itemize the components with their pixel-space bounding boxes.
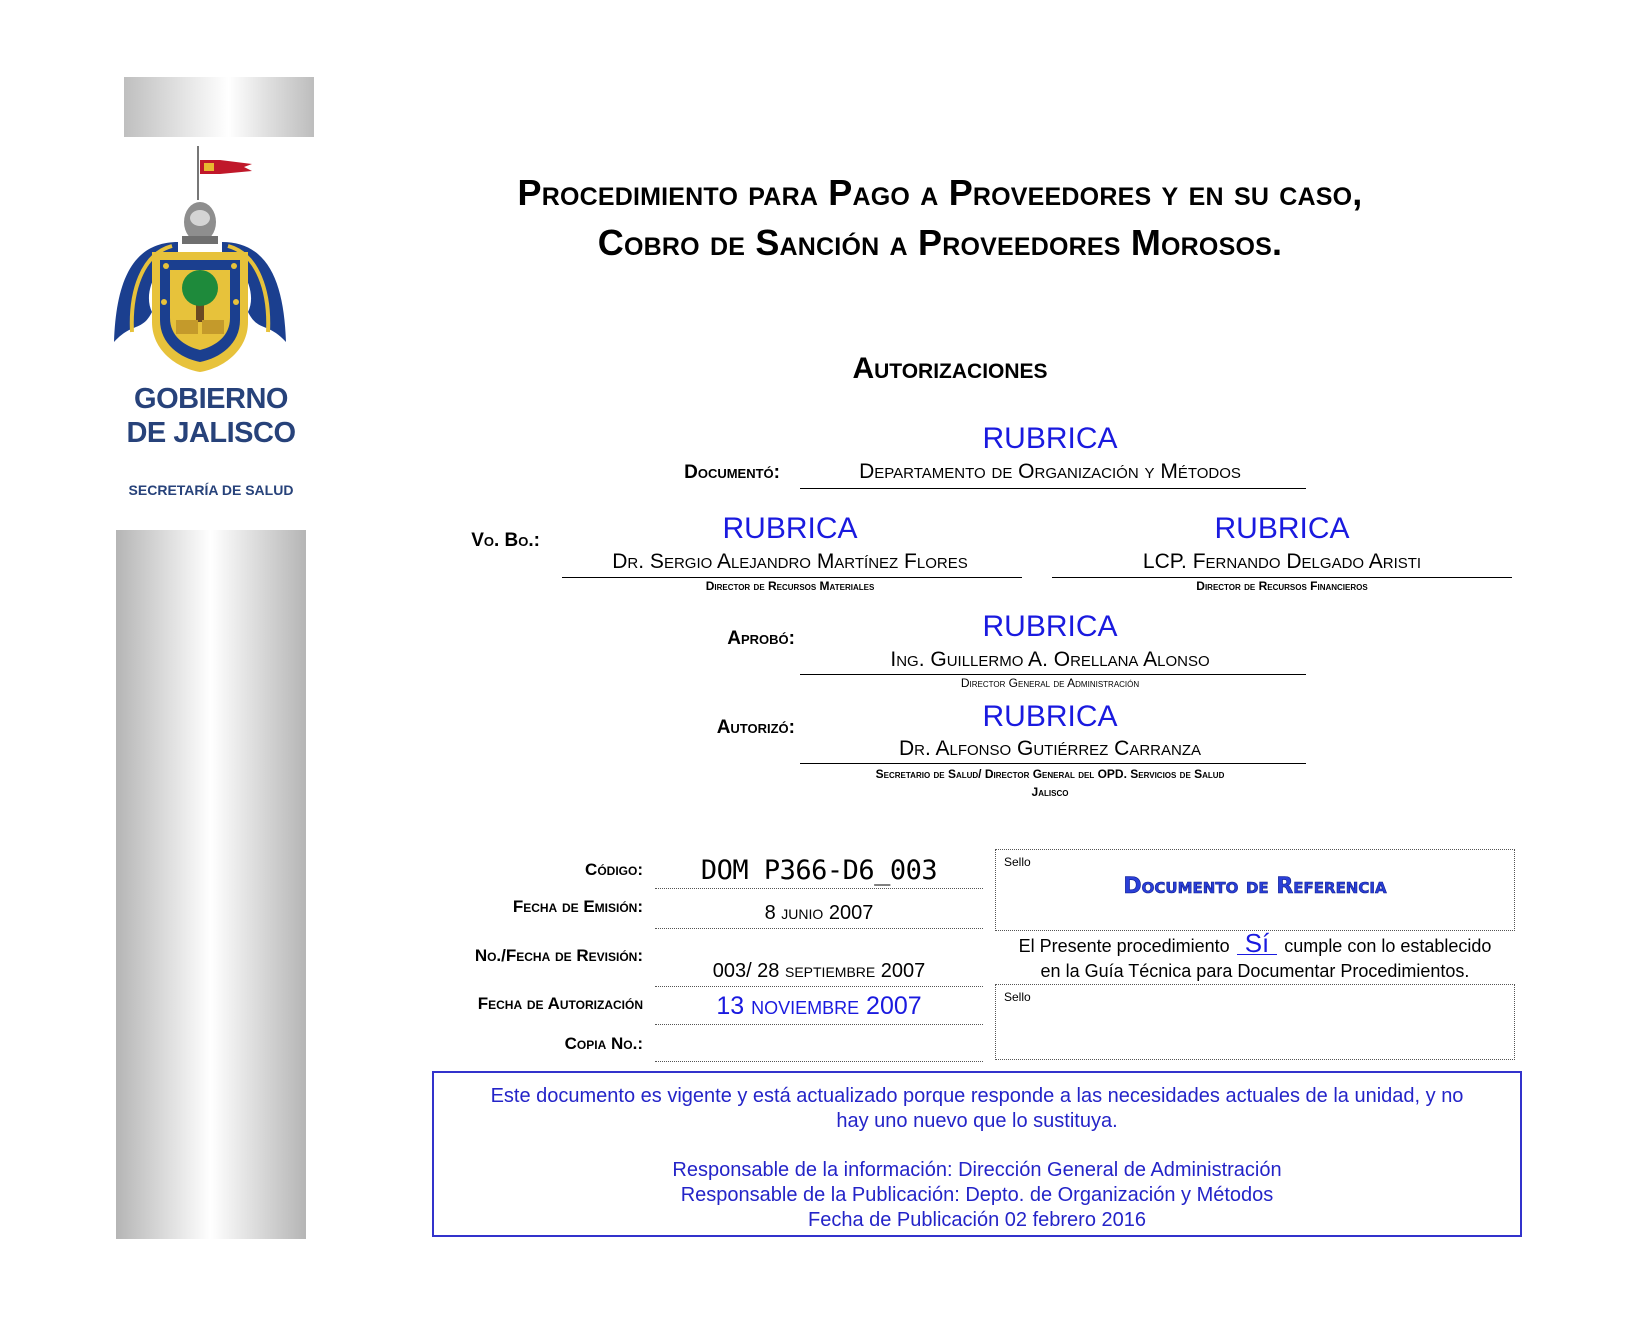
notice-line2: hay uno nuevo que lo sustituya.: [836, 1110, 1118, 1132]
autorizo-signature-line: [800, 763, 1306, 764]
vobo-left-role: Director de Recursos Materiales: [705, 579, 875, 593]
autorizo-name: Dr. Alfonso Gutiérrez Carranza: [898, 737, 1202, 760]
autorizo-role-line2: Jalisco: [1031, 785, 1069, 799]
documento-rubrica: RUBRICA: [982, 422, 1118, 455]
dept-name: SECRETARÍA DE SALUD: [128, 482, 294, 498]
compliance-pre: El Presente procedimiento: [1018, 936, 1230, 956]
autorizo-role-line1: Secretario de Salud/ Director General del OPD. Servicios de Salud: [875, 767, 1225, 781]
stamp-box-1: [995, 849, 1515, 931]
org-name: [116, 382, 306, 450]
autorizo-rubrica: RUBRICA: [982, 700, 1118, 733]
fecha-autorizacion-line: [655, 1024, 983, 1025]
notice-spacer: [434, 1134, 1520, 1158]
fecha-autorizacion-label: Fecha de Autorización: [477, 994, 643, 1013]
title-line1: Procedimiento para Pago a Proveedores y en su caso,: [517, 172, 1363, 213]
documento-signature-line: [800, 488, 1306, 489]
compliance-line1: [995, 928, 1515, 959]
notice-line5: Fecha de Publicación 02 febrero 2016: [807, 1209, 1146, 1231]
vobo-right-role: Director de Recursos Financieros: [1196, 579, 1368, 593]
aprobo-signature-line: [800, 674, 1306, 675]
fecha-emision-label: Fecha de Emisión:: [512, 897, 643, 916]
header-gradient-bar: [124, 77, 314, 137]
codigo-line: [655, 888, 983, 889]
aprobo-role: Director General de Administración: [960, 676, 1140, 690]
revision-line: [655, 986, 983, 987]
vobo-left-name: Dr. Sergio Alejandro Martínez Flores: [612, 550, 968, 573]
compliance-answer: Sí: [1237, 932, 1278, 955]
autorizo-role: [780, 765, 1320, 801]
revision-label: No./Fecha de Revisión:: [474, 946, 643, 965]
vobo-right-name: LCP. Fernando Delgado Aristi: [1142, 550, 1422, 573]
codigo-value: DOM P366-D6_003: [700, 855, 938, 886]
notice-line3: Responsable de la información: Dirección General de Administración: [672, 1159, 1282, 1181]
compliance-line2: en la Guía Técnica para Documentar Procedimientos.: [1040, 961, 1470, 981]
vobo-right-rubrica: RUBRICA: [1214, 512, 1350, 545]
vobo-left-signature-line: [562, 577, 1022, 578]
copia-line: [655, 1061, 983, 1062]
stamp-box-2: [995, 984, 1515, 1060]
section-heading: Autorizaciones: [852, 352, 1048, 385]
notice-line1: Este documento es vigente y está actualizado porque responde a las necesidades actuales de la unidad, y no: [490, 1085, 1464, 1107]
fecha-emision-value: 8 junio 2007: [764, 902, 874, 924]
aprobo-label: Aprobó:: [727, 628, 795, 649]
copia-label: Copia No.:: [564, 1034, 643, 1053]
fecha-emision-line: [655, 928, 983, 929]
vobo-right-signature-line: [1052, 577, 1512, 578]
sello-label-1: Sello: [1004, 855, 1031, 869]
fecha-autorizacion-value: 13 noviembre 2007: [716, 992, 922, 1020]
codigo-label: Código:: [585, 860, 643, 879]
aprobo-rubrica: RUBRICA: [982, 610, 1118, 643]
revision-value: 003/ 28 septiembre 2007: [712, 960, 926, 982]
org-name-line2: DE JALISCO: [126, 417, 296, 449]
compliance-post: cumple con lo establecido: [1284, 936, 1492, 956]
document-title: [380, 168, 1500, 268]
sello-label-2: Sello: [1004, 990, 1031, 1004]
notice-line4: Responsable de la Publicación: Depto. de Organización y Métodos: [680, 1184, 1274, 1206]
vobo-left-rubrica: RUBRICA: [722, 512, 858, 545]
org-name-line1: GOBIERNO: [134, 383, 288, 415]
vobo-label: Vo. Bo.:: [471, 530, 540, 551]
validity-notice: [432, 1071, 1522, 1237]
documento-label: Documentó:: [684, 462, 780, 483]
aprobo-name: Ing. Guillermo A. Orellana Alonso: [890, 648, 1210, 671]
coat-of-arms-icon: [112, 142, 288, 382]
documento-name: Departamento de Organización y Métodos: [859, 460, 1241, 483]
title-line2: Cobro de Sanción a Proveedores Morosos.: [597, 222, 1283, 263]
compliance-statement: [995, 928, 1515, 984]
reference-stamp-text: Documento de Referencia: [1123, 874, 1387, 899]
autorizo-label: Autorizó:: [716, 717, 795, 738]
sidebar-gradient-bar: [116, 530, 306, 1239]
